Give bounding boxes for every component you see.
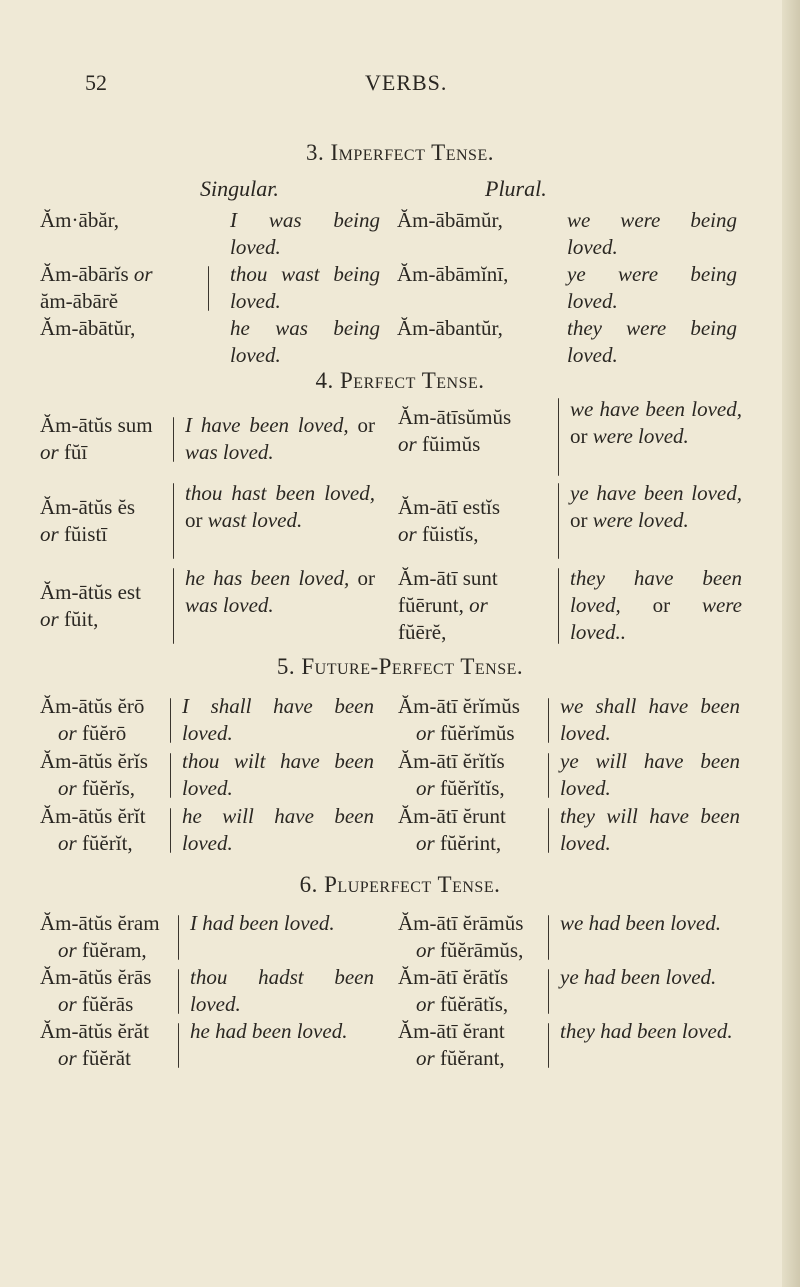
latin-form-alt: fŭī bbox=[63, 440, 88, 464]
latin-form-alt: fŭĕrĭs, bbox=[81, 776, 136, 800]
latin-form: Ăm-ātī ĕrātĭs bbox=[398, 965, 509, 989]
latin-form: Ăm-ātī sunt bbox=[398, 566, 498, 590]
english-translation: we had been loved. bbox=[560, 911, 721, 935]
or-word: or bbox=[133, 262, 153, 286]
plural-label: Plural. bbox=[485, 176, 547, 201]
latin-form: Ăm-ābāmĭnī, bbox=[397, 262, 509, 286]
or-word: or bbox=[416, 721, 435, 745]
or-word: or bbox=[58, 938, 77, 962]
latin-form: Ăm-ātī ĕrĭtĭs bbox=[398, 749, 505, 773]
latin-form: Ăm-ābantŭr, bbox=[397, 316, 503, 340]
or-word: or bbox=[40, 440, 59, 464]
latin-form-2: fŭērunt, bbox=[398, 593, 464, 617]
latin-form: Ăm-ābāmŭr, bbox=[397, 208, 503, 232]
latin-form: Ăm·ābăr, bbox=[40, 208, 120, 232]
brace bbox=[558, 398, 559, 476]
latin-form-alt: fŭĕrĭmŭs bbox=[439, 721, 515, 745]
brace bbox=[178, 1023, 179, 1068]
english-translation: he has been loved, or was loved. bbox=[185, 566, 375, 617]
english-translation: he was being loved. bbox=[230, 316, 380, 367]
latin-form: Ăm-ātī estĭs bbox=[398, 495, 501, 519]
future-perfect-title: 5. Future-Perfect Tense. bbox=[276, 654, 524, 679]
or-word: or bbox=[40, 522, 59, 546]
or-word: or bbox=[416, 1046, 435, 1070]
or-word: or bbox=[398, 522, 417, 546]
latin-form: Ăm-ātī ĕrant bbox=[398, 1019, 505, 1043]
english-translation: thou wast being loved. bbox=[230, 262, 380, 313]
brace bbox=[558, 568, 559, 644]
english-translation: he had been loved. bbox=[190, 1019, 348, 1043]
page-edge-shadow bbox=[782, 0, 800, 1287]
latin-form: Ăm-ātŭs ĕram bbox=[40, 911, 160, 935]
latin-form: Ăm-ābārĭs bbox=[40, 262, 129, 286]
brace bbox=[170, 808, 171, 853]
brace bbox=[548, 808, 549, 853]
brace bbox=[173, 483, 174, 559]
imperfect-title: 3. Imperfect Tense. bbox=[306, 140, 494, 165]
or-word: or bbox=[40, 607, 59, 631]
english-translation: thou wilt have been loved. bbox=[182, 749, 374, 800]
latin-form-alt: fŭĕrās bbox=[81, 992, 134, 1016]
page-number: 52 bbox=[85, 70, 107, 95]
latin-form: Ăm-ātŭs ĕrĭs bbox=[40, 749, 148, 773]
latin-form-alt: fŭit, bbox=[63, 607, 99, 631]
english-translation: ye had been loved. bbox=[560, 965, 717, 989]
latin-form: Ăm-ātŭs ĕrăt bbox=[40, 1019, 150, 1043]
english-translation: he will have been loved. bbox=[182, 804, 374, 855]
english-translation: we have been loved, or were loved. bbox=[570, 397, 742, 448]
or-word: or bbox=[416, 992, 435, 1016]
or-word: or bbox=[398, 432, 417, 456]
latin-form-alt: fŭĕrăt bbox=[81, 1046, 131, 1070]
or-word: or bbox=[58, 776, 77, 800]
brace bbox=[548, 915, 549, 960]
latin-form-alt: fŭistĭs, bbox=[421, 522, 479, 546]
english-translation: ye were being loved. bbox=[567, 262, 737, 313]
english-translation: ye will have been loved. bbox=[560, 749, 740, 800]
latin-form-alt: fŭistī bbox=[63, 522, 108, 546]
english-translation: they had been loved. bbox=[560, 1019, 733, 1043]
english-translation: thou hast been loved, or wast loved. bbox=[185, 481, 375, 532]
perfect-title: 4. Perfect Tense. bbox=[315, 368, 485, 393]
or-word: or bbox=[58, 992, 77, 1016]
latin-form-alt: fŭĕrĭt, bbox=[81, 831, 133, 855]
latin-form: Ăm-ābātŭr, bbox=[40, 316, 136, 340]
brace bbox=[548, 1023, 549, 1068]
english-translation: they will have been loved. bbox=[560, 804, 740, 855]
latin-form-3: fŭērĕ, bbox=[398, 620, 447, 644]
latin-form-alt: fŭĕrātĭs, bbox=[439, 992, 509, 1016]
english-translation: I was being loved. bbox=[230, 208, 380, 259]
english-translation: thou hadst been loved. bbox=[190, 965, 374, 1016]
brace bbox=[208, 266, 209, 311]
or-word: or bbox=[416, 938, 435, 962]
latin-form: Ăm-ātŭs ĕrĭt bbox=[40, 804, 146, 828]
or-word: or bbox=[416, 831, 435, 855]
running-head: VERBS. bbox=[365, 70, 448, 95]
english-translation: I had been loved. bbox=[190, 911, 335, 935]
brace bbox=[548, 969, 549, 1014]
english-translation: ye have been loved, or were loved. bbox=[570, 481, 742, 532]
latin-form-alt: fŭĕrō bbox=[81, 721, 127, 745]
brace bbox=[178, 969, 179, 1014]
english-translation: they have been loved, or were loved.. bbox=[570, 566, 742, 644]
or-word: or bbox=[58, 721, 77, 745]
latin-form-alt: fŭĕram, bbox=[81, 938, 147, 962]
or-word: or bbox=[58, 831, 77, 855]
latin-form: Ăm-ātī ĕrāmŭs bbox=[398, 911, 524, 935]
brace bbox=[178, 915, 179, 960]
brace bbox=[170, 753, 171, 798]
pluperfect-title: 6. Pluperfect Tense. bbox=[299, 872, 501, 897]
latin-form: Ăm-ātīsŭmŭs bbox=[398, 405, 512, 429]
brace bbox=[558, 483, 559, 559]
english-translation: I have been loved, or was loved. bbox=[185, 413, 375, 464]
latin-form-alt: ăm-ābārĕ bbox=[40, 289, 119, 313]
brace bbox=[173, 568, 174, 644]
brace bbox=[170, 698, 171, 743]
brace bbox=[173, 417, 174, 462]
english-translation: we shall have been loved. bbox=[560, 694, 740, 745]
or-word: or bbox=[58, 1046, 77, 1070]
latin-form-alt: fŭimŭs bbox=[421, 432, 481, 456]
english-translation: they were being loved. bbox=[567, 316, 737, 367]
brace bbox=[548, 753, 549, 798]
latin-form-alt: fŭĕrant, bbox=[439, 1046, 505, 1070]
english-translation: we were being loved. bbox=[567, 208, 737, 259]
latin-form: Ăm-ātī ĕrunt bbox=[398, 804, 506, 828]
or-word: or bbox=[469, 593, 488, 617]
latin-form: Ăm-ātī ĕrĭmŭs bbox=[398, 694, 520, 718]
latin-form-alt: fŭĕrĭtĭs, bbox=[439, 776, 505, 800]
or-word: or bbox=[416, 776, 435, 800]
latin-form-alt: fŭĕrint, bbox=[439, 831, 502, 855]
singular-label: Singular. bbox=[200, 176, 279, 201]
latin-form-alt: fŭĕrāmŭs, bbox=[439, 938, 524, 962]
brace bbox=[548, 698, 549, 743]
latin-form: Ăm-ātŭs ĕrō bbox=[40, 694, 145, 718]
english-translation: I shall have been loved. bbox=[182, 694, 374, 745]
latin-form: Ăm-ātŭs est bbox=[40, 580, 141, 604]
latin-form: Ăm-ātŭs sum bbox=[40, 413, 153, 437]
latin-form: Ăm-ātŭs ĕrās bbox=[40, 965, 152, 989]
latin-form: Ăm-ātŭs ĕs bbox=[40, 495, 136, 519]
